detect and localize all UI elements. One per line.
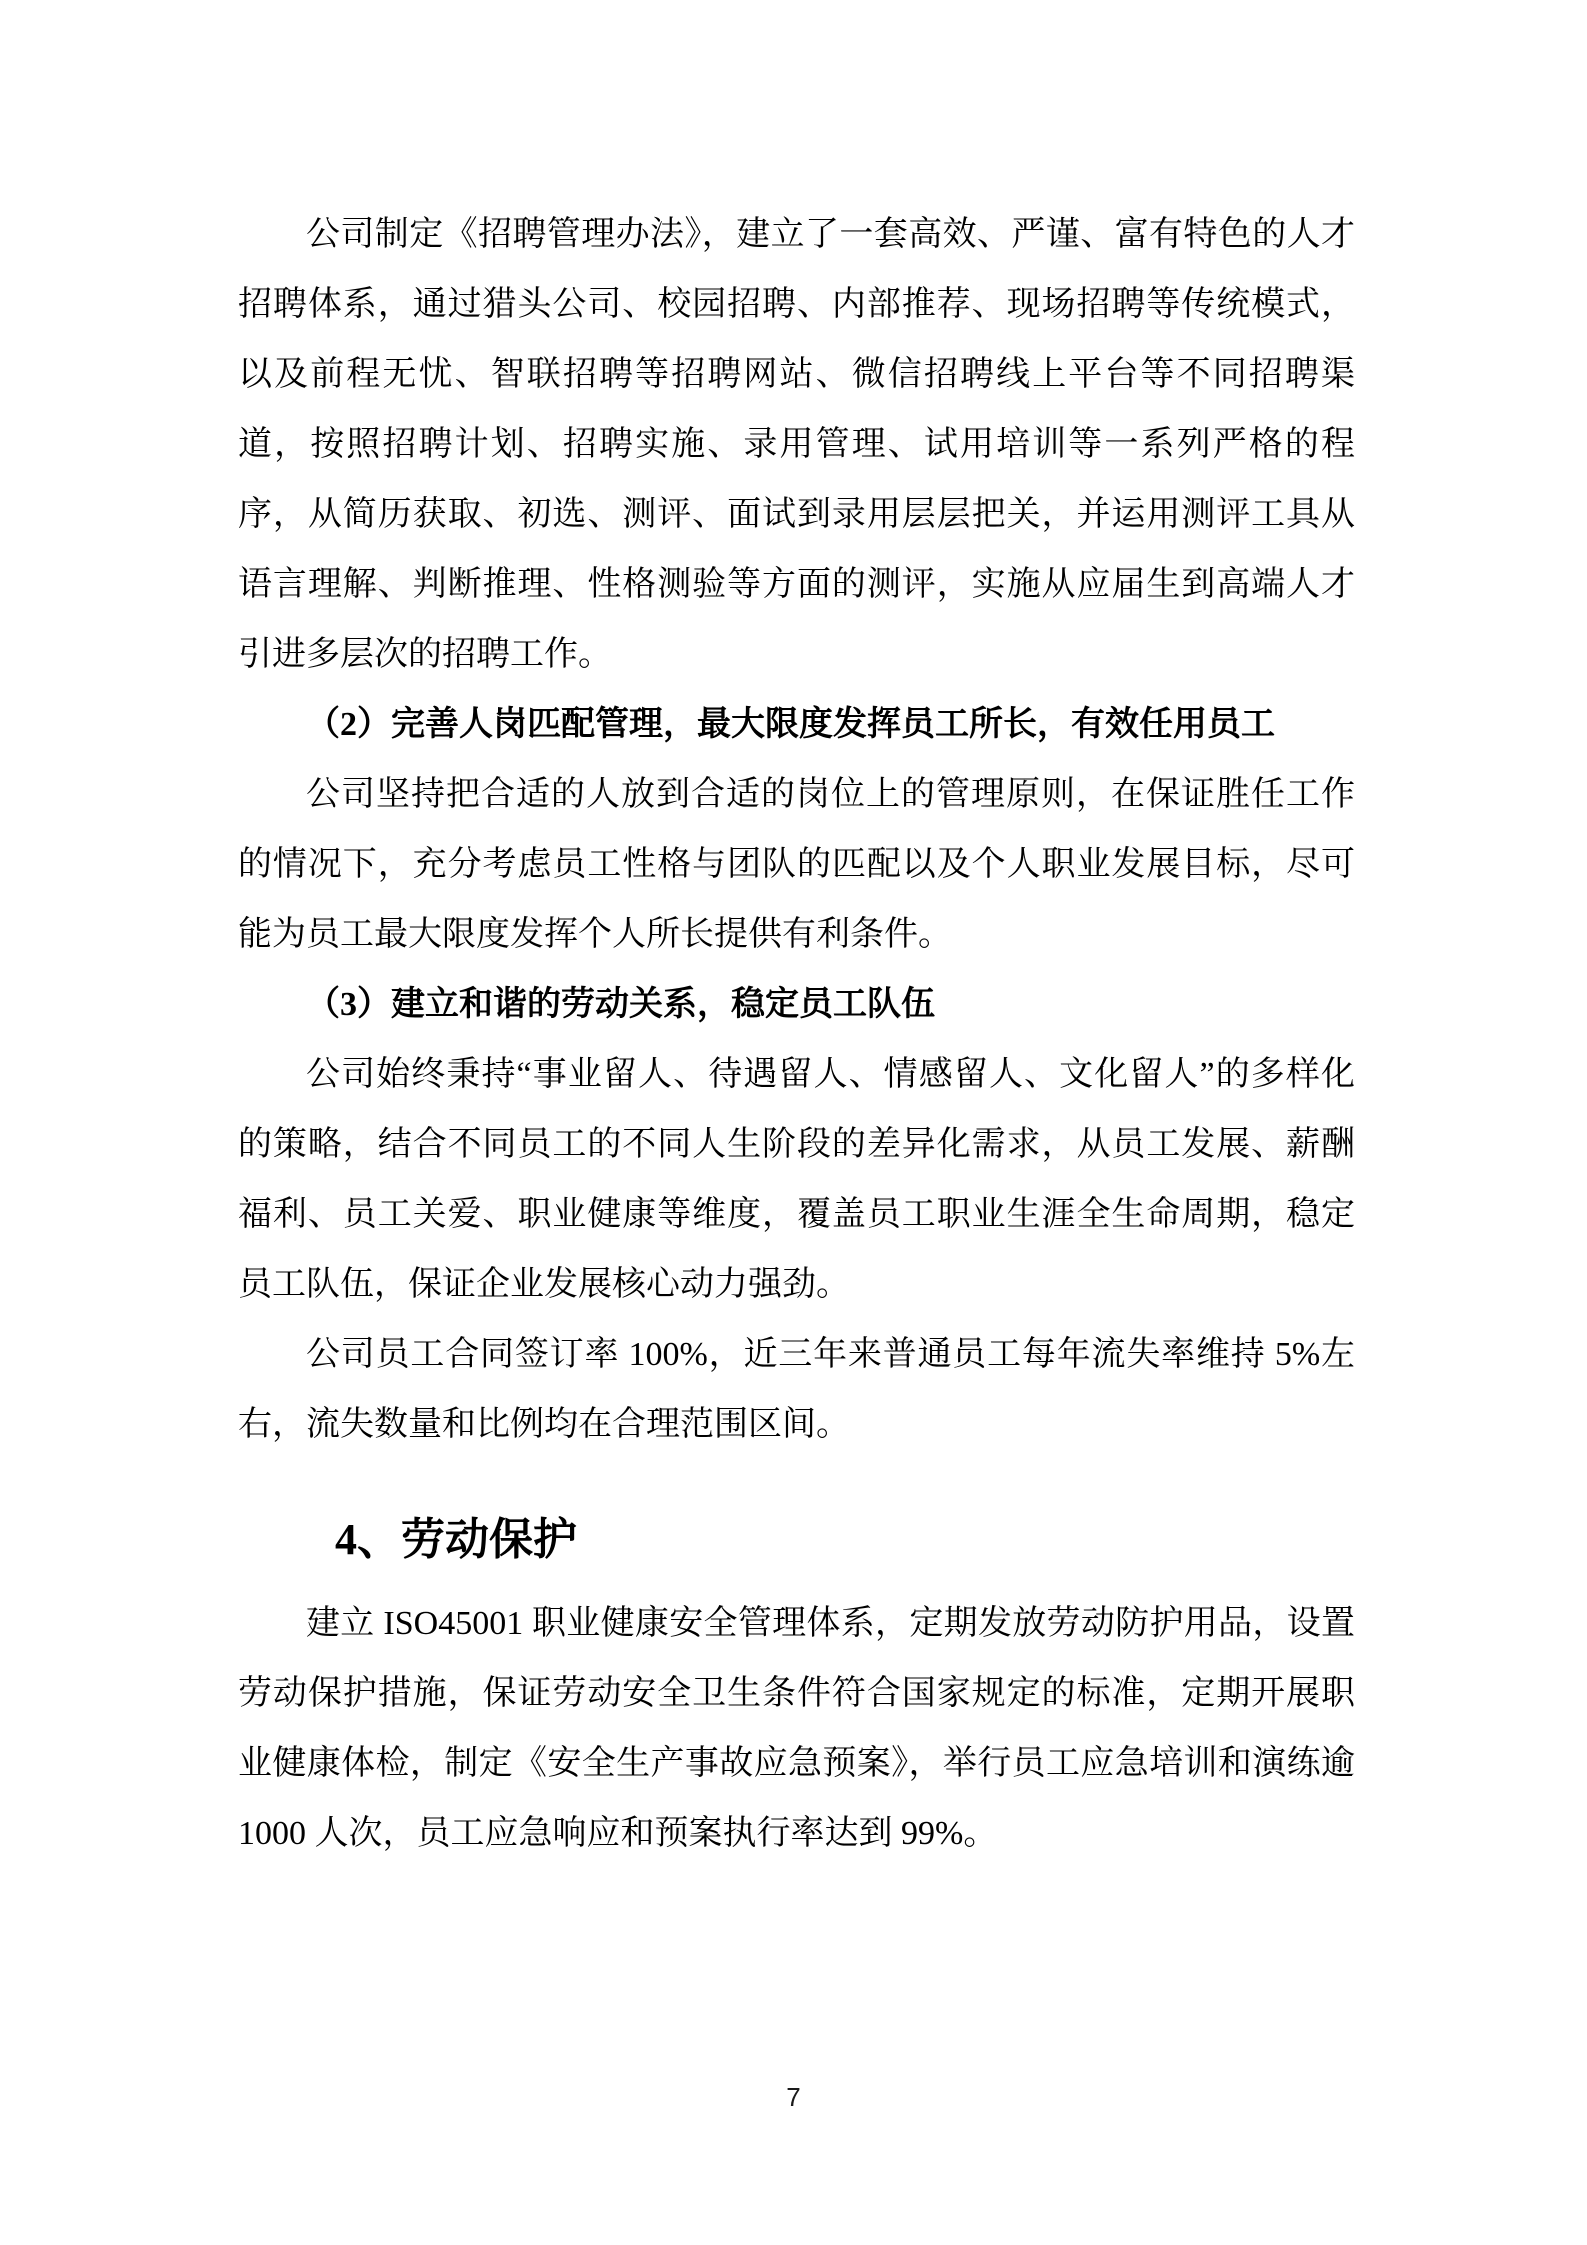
paragraph: 公司始终秉持“事业留人、待遇留人、情感留人、文化留人”的多样化的策略，结合不同员工的不同人生阶段的差异化需求，从员工发展、薪酬福利、员工关爱、职业健康等维度，覆盖员工职业生涯全生命周期，稳定员工队伍，保证企业发展核心动力强劲。	[238, 1056, 1355, 1303]
document-content	[238, 200, 1355, 1869]
paragraph: 建立 ISO45001 职业健康安全管理体系，定期发放劳动防护用品，设置劳动保护措施，保证劳动安全卫生条件符合国家规定的标准，定期开展职业健康体检，制定《安全生产事故应急预案》，举行员工应急培训和演练逾 1000 人次，员工应急响应和预案执行率达到 99%。	[238, 1605, 1355, 1852]
paragraph: 公司员工合同签订率 100%，近三年来普通员工每年流失率维持 5%左右，流失数量和比例均在合理范围区间。	[238, 1336, 1355, 1443]
page-number: 7	[786, 2082, 801, 2112]
page-footer	[0, 2082, 1587, 2113]
section-heading: 4、劳动保护	[335, 1515, 577, 1564]
section-subheading: （3）建立和谐的劳动关系，稳定员工队伍	[306, 986, 935, 1023]
section-subheading: （2）完善人岗匹配管理，最大限度发挥员工所长，有效任用员工	[306, 706, 1275, 743]
paragraph: 公司制定《招聘管理办法》，建立了一套高效、严谨、富有特色的人才招聘体系，通过猎头公司、校园招聘、内部推荐、现场招聘等传统模式，以及前程无忧、智联招聘等招聘网站、微信招聘线上平台等不同招聘渠道，按照招聘计划、招聘实施、录用管理、试用培训等一系列严格的程序，从简历获取、初选、测评、面试到录用层层把关，并运用测评工具从语言理解、判断推理、性格测验等方面的测评，实施从应届生到高端人才引进多层次的招聘工作。	[238, 216, 1355, 673]
paragraph: 公司坚持把合适的人放到合适的岗位上的管理原则，在保证胜任工作的情况下，充分考虑员工性格与团队的匹配以及个人职业发展目标，尽可能为员工最大限度发挥个人所长提供有利条件。	[238, 776, 1355, 953]
